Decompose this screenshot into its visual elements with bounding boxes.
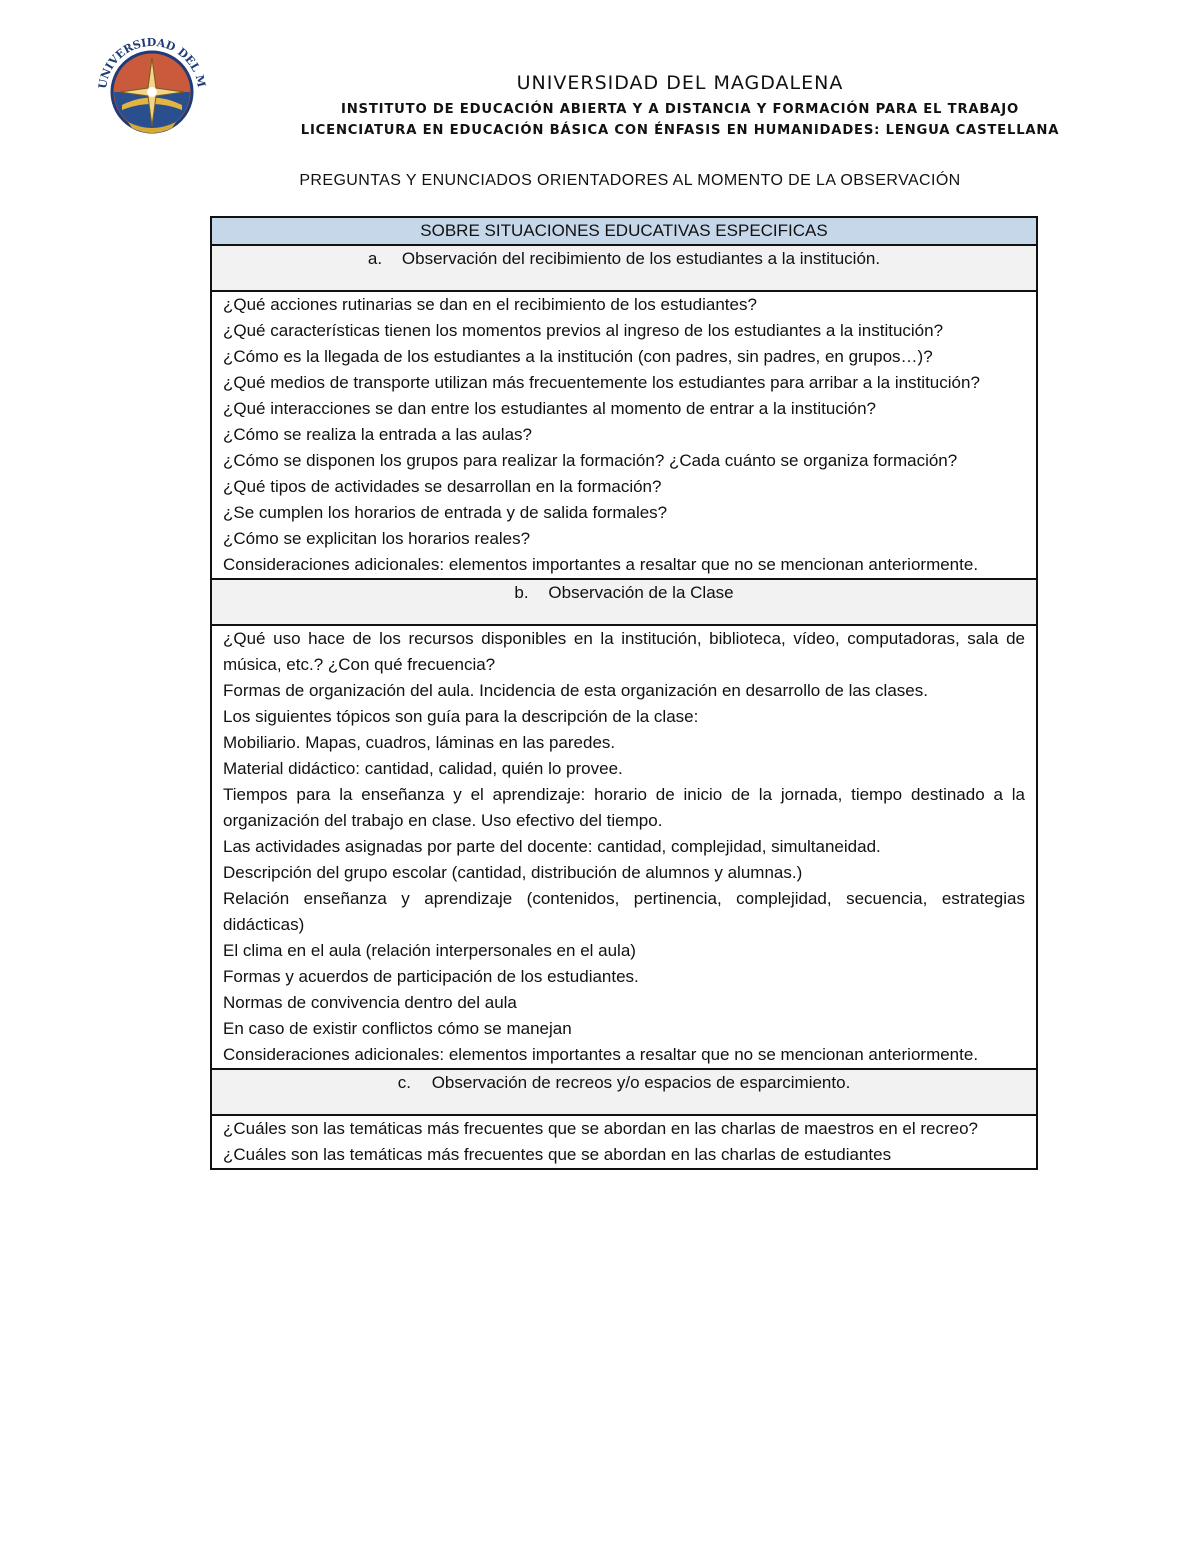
table-heading: SOBRE SITUACIONES EDUCATIVAS ESPECIFICAS <box>211 217 1037 245</box>
question-item: En caso de existir conflictos cómo se manejan <box>223 1019 572 1038</box>
program-name: LICENCIATURA EN EDUCACIÓN BÁSICA CON ÉNFASIS EN HUMANIDADES: LENGUA CASTELLANA <box>300 123 1060 138</box>
section-questions <box>211 625 1037 1069</box>
svg-text:UNIVERSIDAD DEL MAGDALENA: UNIVERSIDAD DEL M <box>95 35 208 90</box>
question-item: ¿Qué interacciones se dan entre los estudiantes al momento de entrar a la institución? <box>223 399 876 418</box>
question-item: ¿Qué tipos de actividades se desarrollan en la formación? <box>223 477 662 496</box>
question-item: Consideraciones adicionales: elementos importantes a resaltar que no se mencionan anteriormente. <box>223 1045 979 1064</box>
section-letter: a. <box>367 249 383 268</box>
question-item: Formas y acuerdos de participación de los estudiantes. <box>223 967 639 986</box>
question-item: ¿Qué medios de transporte utilizan más frecuentemente los estudiantes para arribar a la institución? <box>223 373 980 392</box>
question-item: Las actividades asignadas por parte del docente: cantidad, complejidad, simultaneidad. <box>223 837 881 856</box>
question-item: Tiempos para la enseñanza y el aprendizaje: horario de inicio de la jornada, tiempo destinado a la organización del trabajo en clase. Uso efectivo del tiempo. <box>223 785 1025 830</box>
section-heading <box>211 1069 1037 1115</box>
section-questions <box>211 291 1037 579</box>
section-heading <box>211 245 1037 291</box>
question-item: ¿Se cumplen los horarios de entrada y de salida formales? <box>223 503 668 522</box>
question-item: ¿Qué características tienen los momentos previos al ingreso de los estudiantes a la institución? <box>223 321 944 340</box>
question-item: ¿Cuáles son las temáticas más frecuentes que se abordan en las charlas de estudiantes <box>223 1145 892 1164</box>
question-item: ¿Qué uso hace de los recursos disponibles en la institución, biblioteca, vídeo, computadoras, sala de música, etc.? ¿Con qué frecuencia? <box>223 629 1025 674</box>
question-item: Consideraciones adicionales: elementos importantes a resaltar que no se mencionan anteriormente. <box>223 555 979 574</box>
university-logo <box>92 30 212 135</box>
university-name: UNIVERSIDAD DEL MAGDALENA <box>516 72 844 94</box>
institute-name: INSTITUTO DE EDUCACIÓN ABIERTA Y A DISTANCIA Y FORMACIÓN PARA EL TRABAJO <box>341 102 1019 117</box>
document-header <box>230 70 1130 138</box>
observation-table <box>210 216 1038 1170</box>
question-item: Mobiliario. Mapas, cuadros, láminas en las paredes. <box>223 733 616 752</box>
question-item: ¿Cuáles son las temáticas más frecuentes que se abordan en las charlas de maestros en el recreo? <box>223 1119 979 1138</box>
section-title: Observación de recreos y/o espacios de esparcimiento. <box>431 1073 851 1092</box>
document-title: PREGUNTAS Y ENUNCIADOS ORIENTADORES AL MOMENTO DE LA OBSERVACIÓN <box>299 172 961 189</box>
question-item: Material didáctico: cantidad, calidad, quién lo provee. <box>223 759 623 778</box>
question-item: ¿Cómo se disponen los grupos para realizar la formación? ¿Cada cuánto se organiza formación? <box>223 451 958 470</box>
question-item: Formas de organización del aula. Incidencia de esta organización en desarrollo de las clases. <box>223 681 928 700</box>
question-item: ¿Cómo se realiza la entrada a las aulas? <box>223 425 532 444</box>
question-item: Normas de convivencia dentro del aula <box>223 993 517 1012</box>
question-item: ¿Cómo se explicitan los horarios reales? <box>223 529 531 548</box>
question-item: ¿Qué acciones rutinarias se dan en el recibimiento de los estudiantes? <box>223 295 757 314</box>
section-title: Observación del recibimiento de los estudiantes a la institución. <box>401 249 881 268</box>
section-title: Observación de la Clase <box>548 583 734 602</box>
section-heading <box>211 579 1037 625</box>
question-item: Descripción del grupo escolar (cantidad, distribución de alumnos y alumnas.) <box>223 863 803 882</box>
section-letter: c. <box>397 1073 411 1092</box>
question-item: Relación enseñanza y aprendizaje (contenidos, pertinencia, complejidad, secuencia, estrategias didácticas) <box>223 889 1025 934</box>
question-item: Los siguientes tópicos son guía para la descripción de la clase: <box>223 707 699 726</box>
section-questions <box>211 1115 1037 1169</box>
question-item: ¿Cómo es la llegada de los estudiantes a la institución (con padres, sin padres, en grupos…)? <box>223 347 933 366</box>
question-item: El clima en el aula (relación interpersonales en el aula) <box>223 941 636 960</box>
section-letter: b. <box>514 583 529 602</box>
